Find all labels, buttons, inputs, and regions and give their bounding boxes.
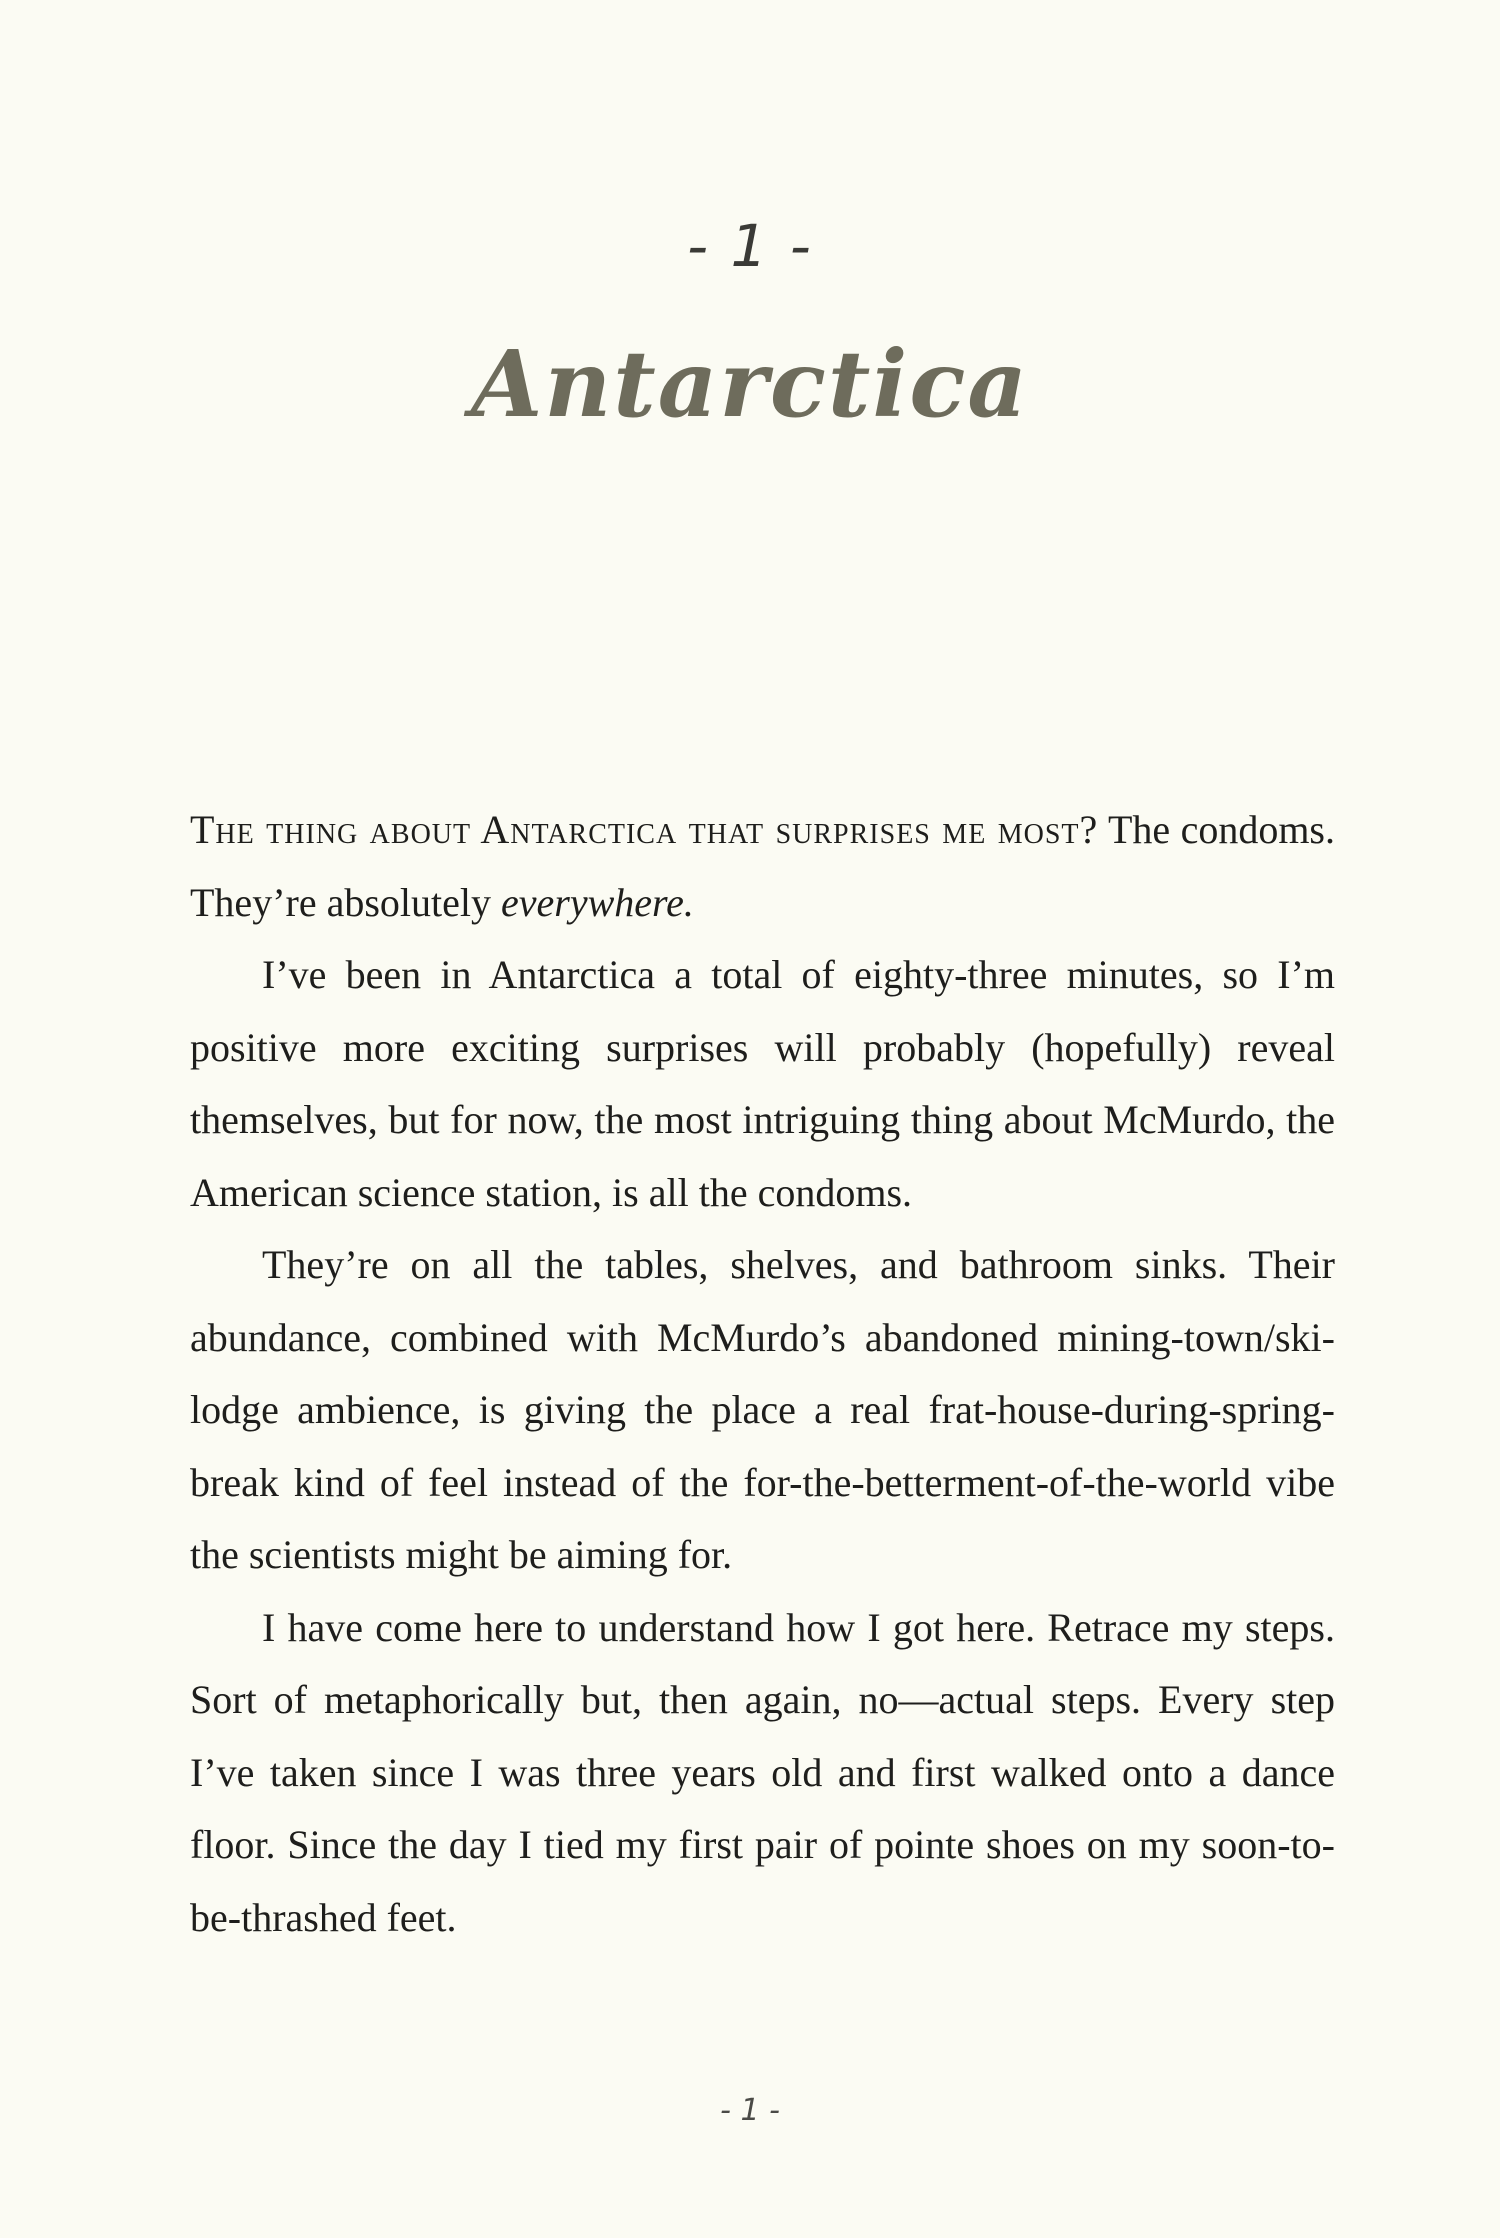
chapter-title: Antarctica: [471, 330, 1029, 438]
chapter-body: [190, 794, 1335, 1954]
paragraph-2: I’ve been in Antarctica a total of eighty-three minutes, so I’m positive more exciting surprises will probably (hopefully) reveal themselves, but for now, the most intriguing thing about McMurdo, the American science station, is all the condoms.: [190, 952, 1335, 1215]
paragraph-1-lead-in: The thing about Antarctica that surprises me most?: [190, 807, 1099, 852]
paragraph-1: [190, 794, 1335, 939]
paragraph-1-text: The condoms. They’re absolutely: [190, 807, 1336, 925]
chapter-number: - 1 -: [687, 212, 813, 280]
page-number: - 1 -: [720, 2093, 780, 2128]
paragraph-4: I have come here to understand how I got here. Retrace my steps. Sort of metaphorically but, then again, no—actual steps. Every step I’ve taken since I was three years old and first walked onto a dance floor. Since the day I tied my first pair of pointe shoes on my soon-to-be-thrashed feet.: [190, 1604, 1335, 1940]
paragraph-1-emphasis: everywhere.: [501, 879, 694, 925]
paragraph-3: They’re on all the tables, shelves, and bathroom sinks. Their abundance, combined with McMurdo’s abandoned mining-town/ski-lodge ambience, is giving the place a real frat-house-during-spring-break kind of feel instead of the for-the-betterment-of-the-world vibe the scientists might be aiming for.: [190, 1242, 1335, 1577]
